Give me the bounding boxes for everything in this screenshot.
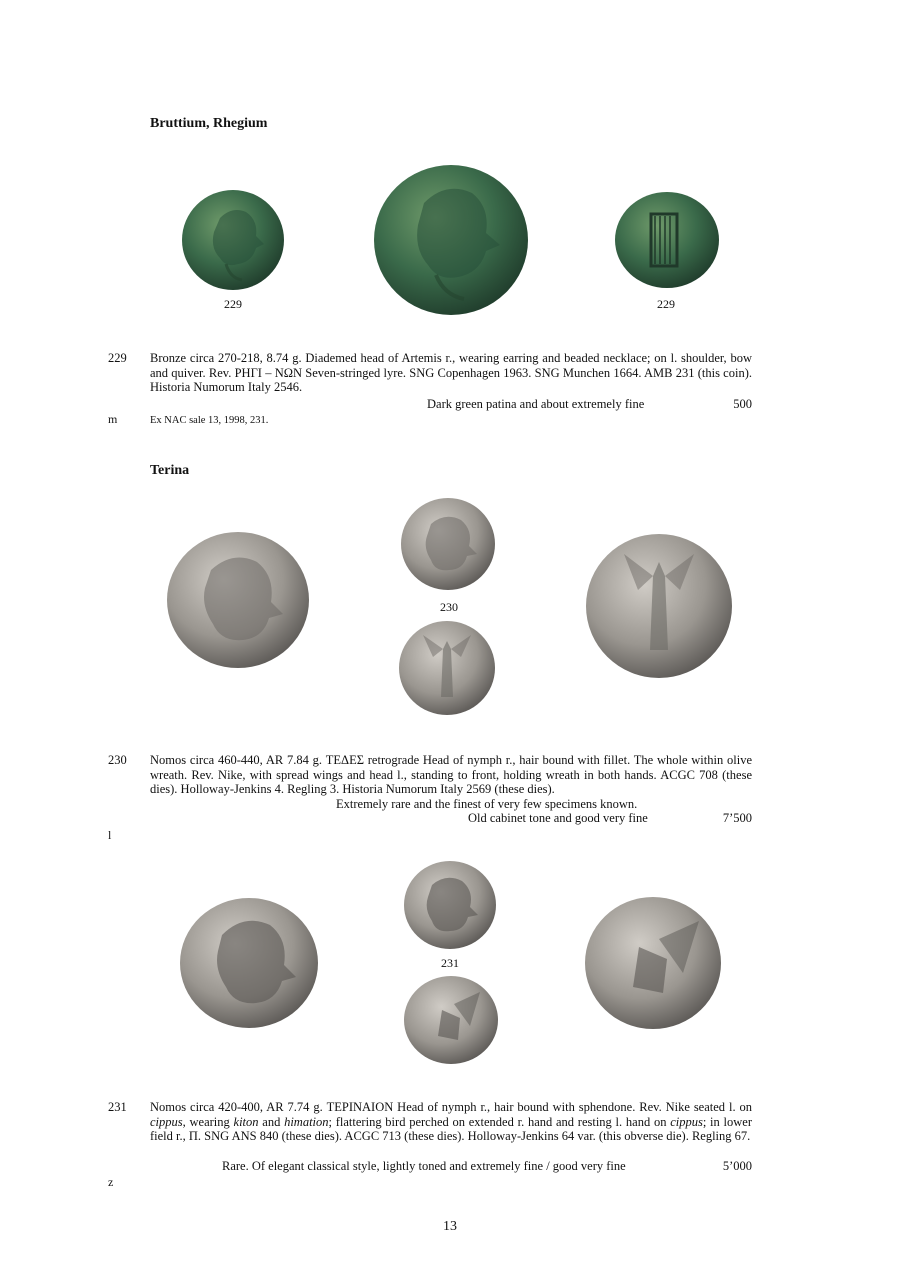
lot-230-price: 7’500 [722, 811, 752, 825]
nymph-head-enlarged-coin-image [165, 530, 311, 670]
section-title-rhegium: Bruttium, Rhegium [150, 116, 268, 131]
lot-229-number: 229 [108, 351, 127, 365]
lot-231-number: 231 [108, 1100, 127, 1114]
lot-230-description [150, 753, 752, 797]
lot-230-grade: Old cabinet tone and good very fine [468, 811, 648, 825]
lot-230-description-text: Nomos circa 460-440, AR 7.84 g. ΤΕΔΕΣ retrograde Head of nymph r., hair bound with fillet. The whole within olive wreath. Rev. Nike, with spread wings and head l., standing to front, holding wreath in both hands. ACGC 708 (these dies). Holloway-Jenkins 4. Regling 3. Historia Numorum Italy 2569 (these dies). [150, 753, 752, 796]
nymph-head-obverse-coin-image [399, 496, 497, 592]
lot-230-caption: 230 [440, 600, 458, 614]
lot-229-marker: m [108, 412, 118, 426]
lot-231-desc-h: cippus [670, 1114, 703, 1129]
section-title-terina: Terina [150, 463, 190, 478]
lot-229-price: 500 [733, 397, 752, 411]
lot-229-caption-right: 229 [657, 297, 675, 311]
lot-231-desc-b: cippus [150, 1114, 183, 1129]
nymph-sphendone-obverse-coin-image [402, 859, 498, 951]
nike-seated-reverse-coin-image [402, 974, 500, 1066]
lot-231-desc-d: kiton [233, 1114, 259, 1129]
lot-231-desc-c: , wearing [182, 1114, 234, 1129]
lot-231-desc-a: Nomos circa 420-400, AR 7.74 g. ΤΕΡΙΝΑΙΟΝ Head of nymph r., hair bound with sphendone. Rev. Nike seated l. on [150, 1100, 752, 1114]
nymph-sphendone-enlarged-coin-image [178, 895, 320, 1031]
lot-229-description-text: Bronze circa 270-218, 8.74 g. Diademed head of Artemis r., wearing earring and beaded necklace; on l. shoulder, bow and quiver. Rev. ΡΗΓΙ – ΝΩΝ Seven-stringed lyre. SNG Copenhagen 1963. SNG Munchen 1664. AMB 231 (this coin). Historia Numorum Italy 2546. [150, 351, 752, 394]
page-number: 13 [443, 1219, 457, 1234]
nike-seated-enlarged-coin-image [583, 895, 723, 1031]
lot-231-desc-i: ; in lower field r., Π. SNG ANS 840 (these dies). ACGC 713 (these dies). Holloway-Jenkins 64 var. (this obverse die). Regling 67. [150, 1114, 752, 1143]
lot-231-desc-f: himation [284, 1114, 329, 1129]
lot-230-number: 230 [108, 753, 127, 767]
lot-231-desc-g: ; flattering bird perched on extended r. hand and resting l. hand on [328, 1114, 671, 1129]
artemis-head-coin-image [180, 188, 286, 292]
lot-231-price: 5’000 [722, 1159, 752, 1173]
lot-231-caption: 231 [441, 956, 459, 970]
lot-231-marker: z [108, 1175, 114, 1189]
lot-231-desc-e: and [258, 1114, 285, 1129]
lot-231-description [150, 1100, 752, 1144]
artemis-head-enlarged-coin-image [372, 163, 530, 317]
lot-229-description [150, 351, 752, 395]
lot-230-marker: l [108, 828, 112, 842]
lot-230-grade-rarity: Extremely rare and the finest of very few specimens known. [336, 797, 638, 811]
lyre-reverse-coin-image [613, 190, 721, 290]
lot-229-provenance: Ex NAC sale 13, 1998, 231. [150, 415, 269, 426]
nike-standing-enlarged-coin-image [584, 532, 734, 680]
lot-229-caption-left: 229 [224, 297, 242, 311]
lot-229-grade: Dark green patina and about extremely fine [427, 397, 645, 411]
nike-standing-reverse-coin-image [397, 619, 497, 717]
lot-231-description-text [150, 1100, 752, 1144]
lot-231-grade: Rare. Of elegant classical style, lightly toned and extremely fine / good very fine [222, 1159, 626, 1173]
